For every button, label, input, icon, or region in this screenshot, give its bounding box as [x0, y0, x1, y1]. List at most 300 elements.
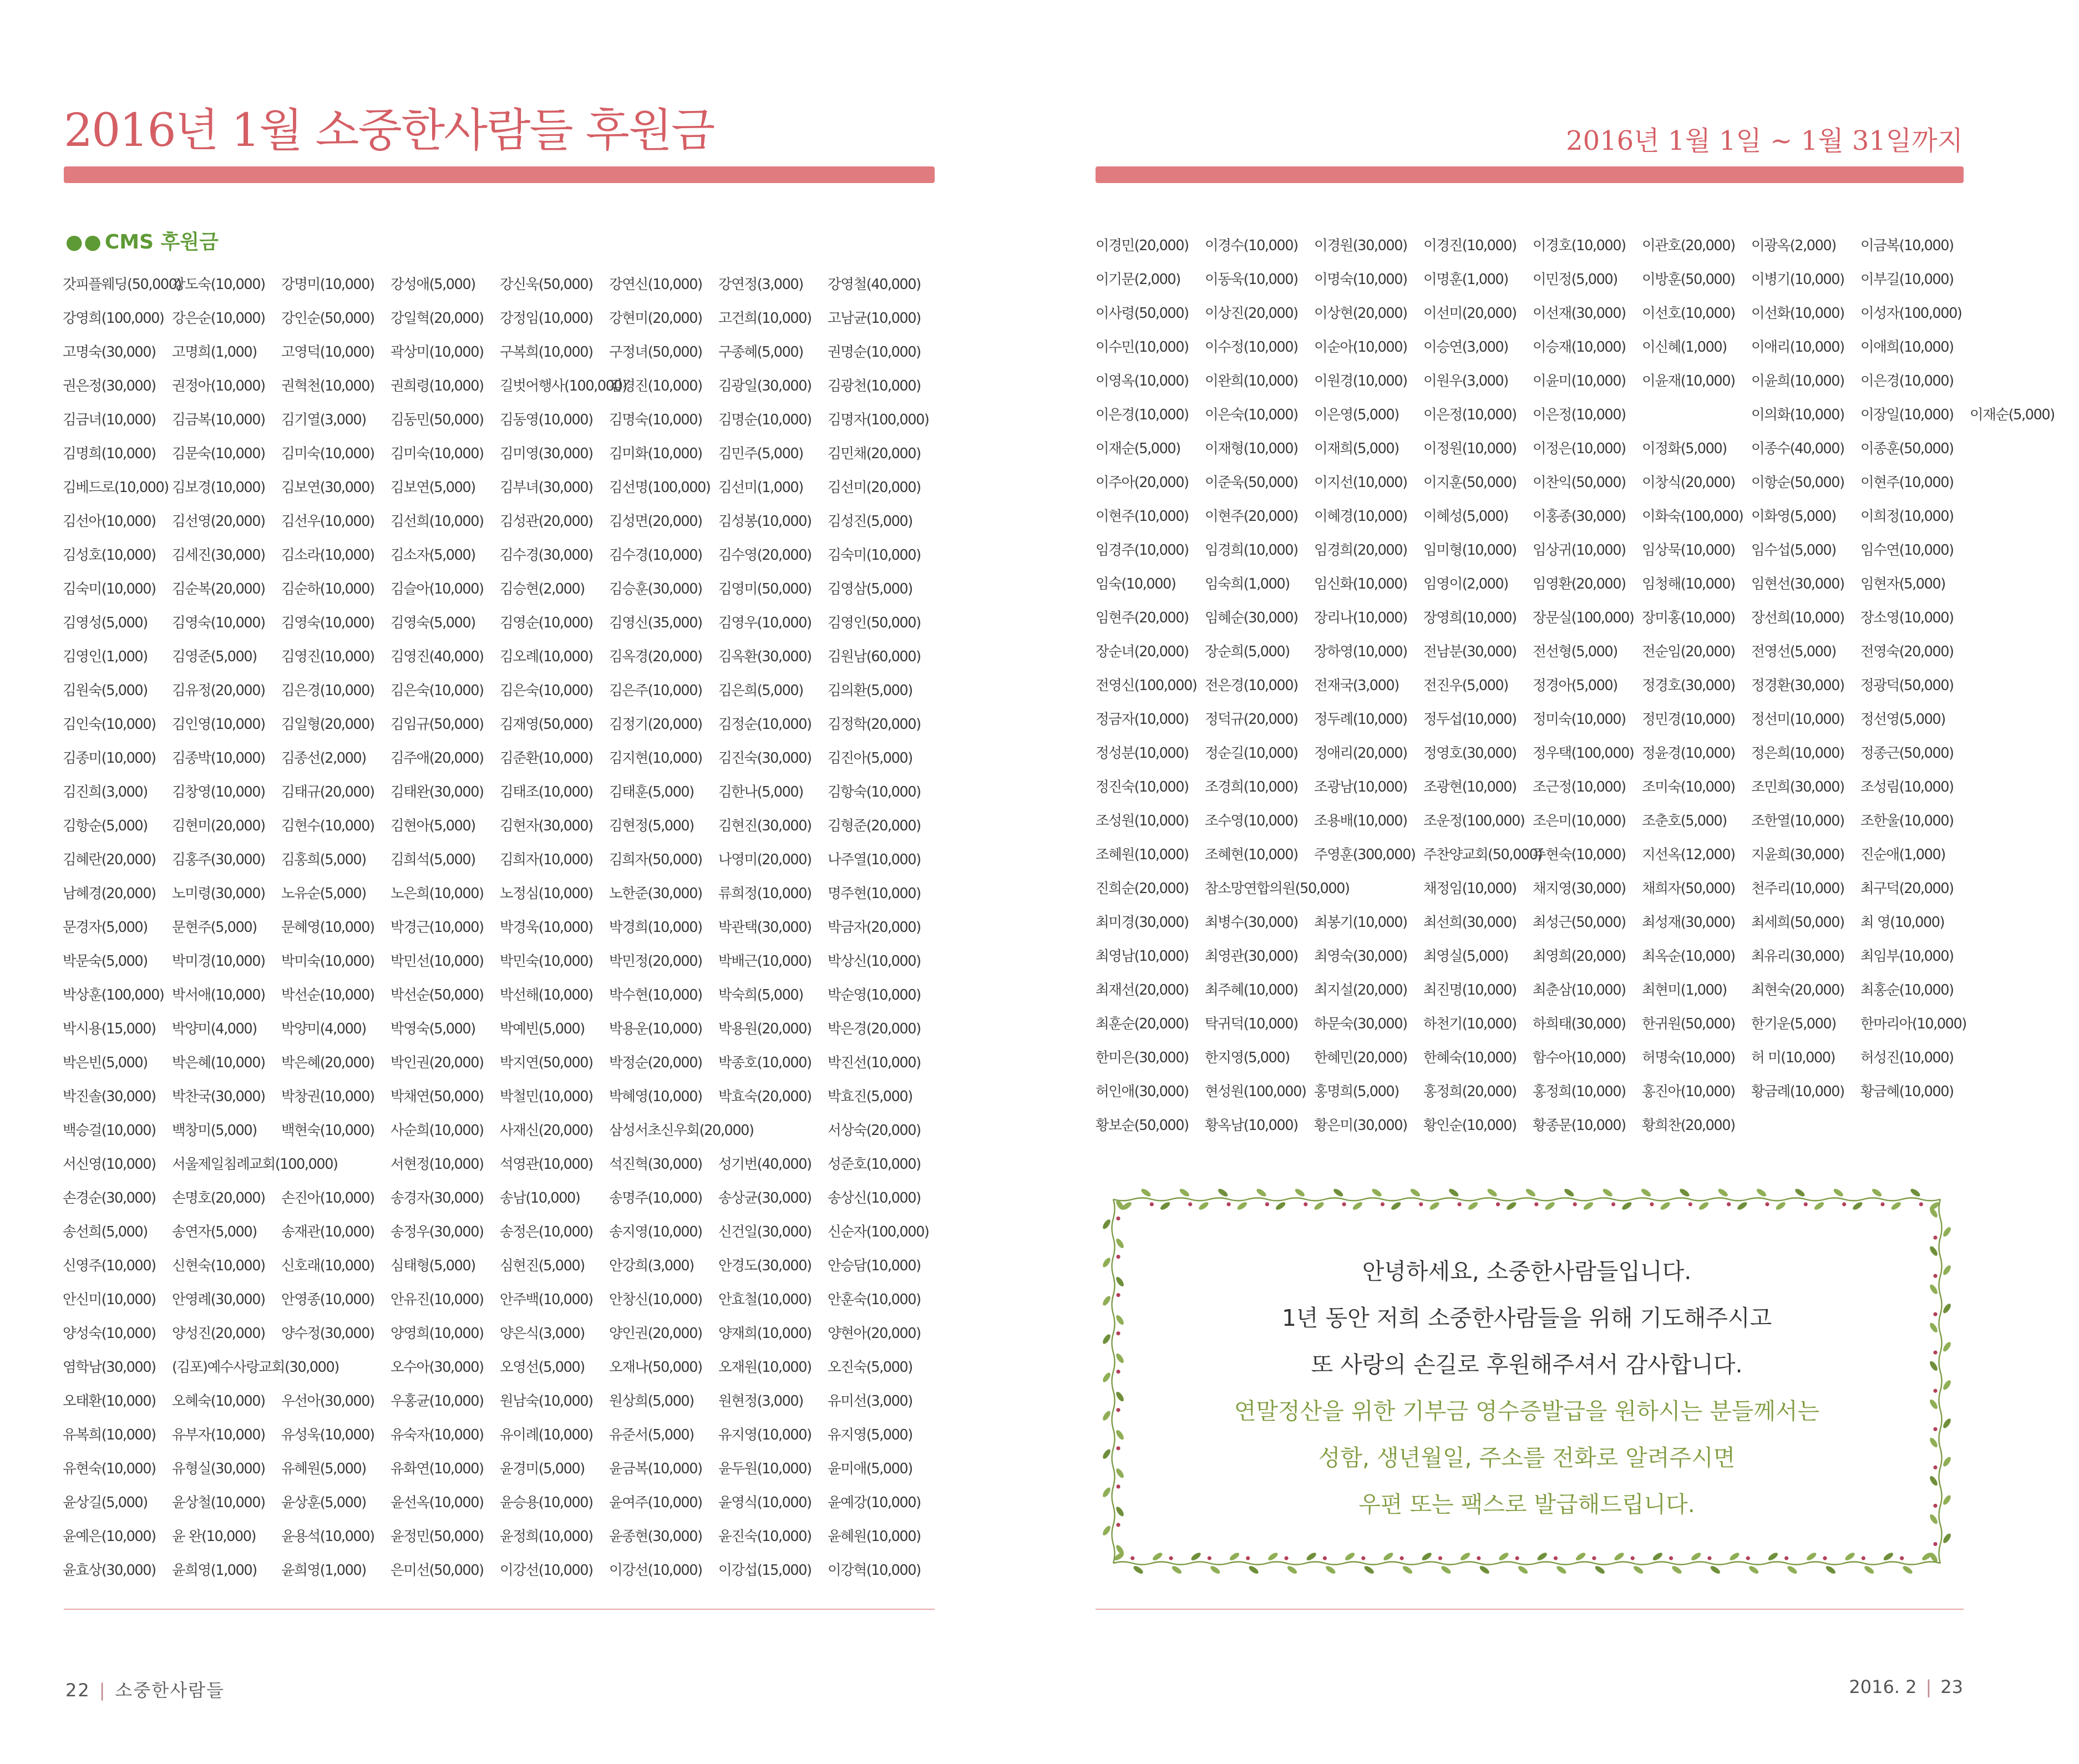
donor-entry: 최성근(50,000) — [1533, 914, 1626, 931]
leaf-icon — [1942, 1532, 1953, 1544]
donor-entry: 황금혜(10,000) — [1860, 1083, 1954, 1100]
donor-row — [63, 300, 939, 334]
leaf-icon — [1171, 1565, 1183, 1575]
donor-entry: 노은희(10,000) — [391, 885, 484, 902]
donor-row — [1096, 735, 1972, 769]
donor-entry: 김미영(30,000) — [500, 445, 593, 462]
donor-entry: 이의화(10,000) — [1751, 406, 1844, 423]
leaf-icon — [1286, 1565, 1299, 1575]
donor-entry: 손경순(30,000) — [63, 1189, 156, 1207]
donor-entry: 양성숙(10,000) — [63, 1325, 156, 1342]
donor-entry: 최구덕(20,000) — [1860, 880, 1954, 897]
donor-entry: 박효숙(20,000) — [718, 1088, 812, 1105]
donor-entry: 손명호(20,000) — [172, 1189, 265, 1207]
donor-entry: 박상신(10,000) — [828, 952, 921, 970]
donor-entry: 김원숙(5,000) — [63, 682, 148, 699]
donor-entry: 정덕규(20,000) — [1205, 711, 1298, 728]
donor-entry: 박순영(10,000) — [828, 986, 921, 1003]
berry-icon — [1650, 1202, 1654, 1206]
donor-entry: 박영숙(5,000) — [391, 1020, 475, 1037]
donor-entry: 조혜현(10,000) — [1205, 846, 1298, 863]
donor-entry: 김민채(20,000) — [828, 445, 921, 462]
donor-entry: 김현자(30,000) — [500, 817, 593, 834]
donor-entry: 한미은(30,000) — [1096, 1049, 1189, 1066]
donor-row — [1096, 837, 1972, 870]
donor-entry: 한혜숙(10,000) — [1423, 1049, 1517, 1066]
donor-entry: 이승재(10,000) — [1533, 338, 1626, 356]
donor-entry: 전남분(30,000) — [1423, 643, 1517, 660]
donor-entry: 김문숙(10,000) — [172, 445, 265, 462]
leaf-icon — [1890, 1201, 1902, 1212]
donor-entry: 문혜영(10,000) — [281, 919, 374, 936]
donor-entry: 노한준(30,000) — [609, 885, 702, 902]
donor-entry: 강현미(20,000) — [609, 310, 702, 327]
donor-row — [1096, 363, 1972, 397]
donor-entry: 한기운(5,000) — [1751, 1015, 1836, 1032]
donor-entry: 임영이(2,000) — [1423, 575, 1508, 592]
donor-entry: 강연신(10,000) — [609, 276, 702, 293]
donor-entry: 이명훈(1,000) — [1423, 271, 1508, 288]
donor-entry: 박혜영(10,000) — [609, 1088, 702, 1105]
donor-entry: 임숙희(1,000) — [1205, 575, 1290, 592]
donor-entry: 송명주(10,000) — [609, 1189, 702, 1207]
donor-entry: 강영희(100,000) — [63, 310, 164, 327]
donor-entry: 송상신(10,000) — [828, 1189, 921, 1207]
donor-entry: 박정순(20,000) — [609, 1054, 702, 1071]
donor-entry: 윤희영(1,000) — [172, 1562, 257, 1579]
donor-entry: 안승담(10,000) — [828, 1257, 921, 1274]
leaf-icon — [1229, 1552, 1241, 1562]
donor-entry: 박찬국(30,000) — [172, 1088, 265, 1105]
berry-icon — [1246, 1556, 1250, 1560]
donor-entry: 서신영(10,000) — [63, 1155, 156, 1173]
donor-entry: 임경희(10,000) — [1205, 541, 1298, 559]
donor-entry: 김광일(30,000) — [718, 377, 812, 394]
donor-entry: 양재희(10,000) — [718, 1325, 812, 1342]
donor-entry: 김명희(10,000) — [63, 445, 156, 462]
berry-icon — [1438, 1556, 1442, 1560]
donor-entry: 은미선(50,000) — [391, 1562, 484, 1579]
footer-right — [1849, 1676, 1963, 1697]
donor-entry: 박선해(10,000) — [500, 986, 593, 1003]
notice-line: 1년 동안 저희 소중한사람들을 위해 기도해주시고 — [1281, 1305, 1772, 1331]
donor-entry: 석진혁(30,000) — [609, 1155, 702, 1173]
donor-entry: 김금복(10,000) — [172, 411, 265, 428]
donor-entry: 윤상길(5,000) — [63, 1494, 148, 1511]
donor-entry: 장문실(100,000) — [1533, 609, 1634, 626]
donor-entry: 이강섭(15,000) — [718, 1562, 812, 1579]
donor-entry: 장순희(5,000) — [1205, 643, 1290, 660]
donor-row — [63, 368, 939, 402]
donor-entry: 정우택(100,000) — [1533, 744, 1634, 762]
donor-entry: 박인권(20,000) — [391, 1054, 484, 1071]
donor-entry: 최세희(50,000) — [1751, 914, 1844, 931]
donor-entry: 김태훈(5,000) — [609, 783, 694, 800]
donor-entry: 오진숙(5,000) — [828, 1359, 912, 1376]
leaf-icon — [1575, 1552, 1587, 1562]
berry-icon — [1880, 1202, 1884, 1206]
donor-entry: 김선미(20,000) — [828, 479, 921, 496]
donor-entry: 김항순(5,000) — [63, 817, 148, 834]
donor-entry: 이종수(40,000) — [1751, 440, 1844, 457]
berry-icon — [1116, 1216, 1120, 1220]
donor-entry: 전영신(100,000) — [1096, 677, 1197, 694]
donor-entry: 윤경미(5,000) — [500, 1460, 585, 1477]
donor-entry: 전진우(5,000) — [1423, 677, 1508, 694]
notice-box — [1101, 1187, 1953, 1575]
leaf-icon — [1563, 1188, 1575, 1198]
donor-row — [63, 1248, 939, 1281]
donor-row — [63, 1011, 939, 1045]
donor-entry: 허인애(30,000) — [1096, 1083, 1189, 1100]
donor-entry: 심태형(5,000) — [391, 1257, 475, 1274]
donor-entry: 한귀원(50,000) — [1642, 1015, 1735, 1032]
bullet-icon: ●● — [65, 231, 103, 254]
leaf-icon — [1382, 1552, 1395, 1562]
donor-entry: 이성자(100,000) — [1860, 305, 1962, 322]
leaf-icon — [1594, 1565, 1606, 1575]
donor-entry: 유이례(10,000) — [500, 1426, 593, 1443]
donor-entry: 신호래(10,000) — [281, 1257, 374, 1274]
donor-entry: 김종선(2,000) — [281, 749, 366, 767]
donor-entry: 김주애(20,000) — [391, 749, 484, 767]
donor-entry: 김은희(5,000) — [718, 682, 803, 699]
donor-entry: 이화숙(100,000) — [1642, 508, 1743, 525]
donor-entry: 강신욱(50,000) — [500, 276, 593, 293]
donor-row — [1096, 870, 1972, 904]
donor-entry: 유숙자(10,000) — [391, 1426, 484, 1443]
leaf-icon — [1294, 1188, 1306, 1198]
donor-entry: 윤미애(5,000) — [828, 1460, 912, 1477]
donor-entry: 김종미(10,000) — [63, 749, 156, 767]
donor-row — [63, 435, 939, 469]
donor-entry: 유현숙(10,000) — [63, 1460, 156, 1477]
donor-entry: 정두섭(10,000) — [1423, 711, 1517, 728]
leaf-icon — [1852, 1201, 1864, 1212]
donor-entry: 권혁천(10,000) — [281, 377, 374, 394]
donor-entry: 윤정희(10,000) — [500, 1528, 593, 1545]
leaf-icon — [1909, 1188, 1921, 1198]
donor-entry: 김은주(10,000) — [609, 682, 702, 699]
bottom-rule-right — [1096, 1609, 1964, 1610]
donor-entry: 김슬아(10,000) — [391, 580, 484, 597]
issue-date: 2016. 2 — [1849, 1676, 1917, 1697]
donor-entry: 송상균(30,000) — [718, 1189, 812, 1207]
donor-entry: 이경민(20,000) — [1096, 237, 1189, 254]
donor-row — [63, 842, 939, 875]
leaf-icon — [1883, 1552, 1895, 1562]
leaf-icon — [1198, 1201, 1210, 1212]
donor-entry: 김영인(1,000) — [63, 648, 148, 665]
donor-entry: 정순길(10,000) — [1205, 744, 1298, 762]
leaf-icon — [1209, 1565, 1221, 1575]
donor-entry: 신순자(100,000) — [828, 1223, 929, 1240]
donor-entry: 강일혁(20,000) — [391, 310, 484, 327]
donor-entry: 이윤희(10,000) — [1751, 372, 1844, 389]
donor-entry: 김인숙(10,000) — [63, 716, 156, 733]
leaf-icon — [1717, 1188, 1729, 1198]
donor-row — [63, 266, 939, 300]
donor-entry: 김현아(5,000) — [391, 817, 475, 834]
donor-entry: 김순복(20,000) — [172, 580, 265, 597]
donor-entry: 김영신(35,000) — [609, 614, 702, 631]
donor-entry: 유화연(10,000) — [391, 1460, 484, 1477]
donor-entry: 이선미(20,000) — [1423, 305, 1517, 322]
leaf-icon — [1679, 1188, 1691, 1198]
donor-entry: 이홍종(30,000) — [1533, 508, 1626, 525]
donor-entry: 윤혜원(10,000) — [828, 1528, 921, 1545]
donor-entry: 정민경(10,000) — [1642, 711, 1735, 728]
donor-entry: 오재나(50,000) — [609, 1359, 702, 1376]
leaf-icon — [1486, 1188, 1498, 1198]
donor-entry: 명주현(10,000) — [828, 885, 921, 902]
berry-icon — [1188, 1202, 1192, 1206]
donor-entry: 이재희(5,000) — [1314, 440, 1399, 457]
section-label-text: CMS 후원금 — [104, 231, 219, 254]
donor-entry: 권명순(10,000) — [828, 343, 921, 361]
donor-row — [63, 571, 939, 605]
donor-entry: 이재순(5,000) — [1970, 406, 2055, 423]
leaf-icon — [1159, 1201, 1172, 1212]
donor-entry: 윤금복(10,000) — [609, 1460, 702, 1477]
donor-entry: 김동영(10,000) — [500, 411, 593, 428]
leaf-icon — [1728, 1552, 1741, 1562]
donor-entry: 김한나(5,000) — [718, 783, 803, 800]
leaf-icon — [1832, 1188, 1844, 1198]
leaf-icon — [1459, 1552, 1472, 1562]
donor-entry: 김영숙(10,000) — [172, 614, 265, 631]
donor-row — [63, 909, 939, 943]
donor-entry: 강영철(40,000) — [828, 276, 921, 293]
magazine-name: 소중한사람들 — [115, 1680, 225, 1701]
notice-line: 또 사랑의 손길로 후원해주셔서 감사합니다. — [1311, 1351, 1743, 1378]
leaf-icon — [1325, 1565, 1337, 1575]
berry-icon — [1765, 1202, 1769, 1206]
donor-entry: 염학남(30,000) — [63, 1359, 156, 1376]
donor-entry: 원상희(5,000) — [609, 1392, 694, 1410]
donor-entry: 윤승용(10,000) — [500, 1494, 593, 1511]
donor-entry: 김베드로(10,000) — [63, 479, 169, 496]
donor-entry: 박상훈(100,000) — [63, 986, 164, 1003]
leaf-icon — [1517, 1565, 1529, 1575]
donor-entry: 하천기(10,000) — [1423, 1015, 1517, 1032]
donor-entry: 김순하(10,000) — [281, 580, 374, 597]
donor-entry: 유지영(10,000) — [718, 1426, 812, 1443]
donor-row — [63, 1552, 939, 1586]
donor-entry: 문경자(5,000) — [63, 919, 148, 936]
donor-entry: 박금자(20,000) — [828, 919, 921, 936]
donor-entry: 이윤재(10,000) — [1642, 372, 1735, 389]
donor-entry: 정경호(30,000) — [1642, 677, 1735, 694]
donor-entry: 송경자(30,000) — [391, 1189, 484, 1207]
donor-entry: 조춘호(5,000) — [1642, 812, 1727, 829]
donor-entry: 최임부(10,000) — [1860, 947, 1954, 965]
donor-entry: 김지현(10,000) — [609, 749, 702, 767]
donor-entry: 조한열(10,000) — [1751, 812, 1844, 829]
donor-entry: 김인영(10,000) — [172, 716, 265, 733]
leaf-icon — [1190, 1552, 1202, 1562]
donor-entry: 박숙희(5,000) — [718, 986, 803, 1003]
donor-entry: 한마리아(10,000) — [1860, 1015, 1966, 1032]
donor-entry: 이광옥(2,000) — [1751, 237, 1836, 254]
berry-icon — [1573, 1202, 1577, 1206]
donor-entry: 윤종현(30,000) — [609, 1528, 702, 1545]
donor-entry: 홍정희(10,000) — [1533, 1083, 1626, 1100]
donor-entry: 구정녀(50,000) — [609, 343, 702, 361]
donor-entry: 김성진(5,000) — [828, 513, 912, 530]
donor-entry: 박창권(10,000) — [281, 1088, 374, 1105]
donor-entry: 이은정(10,000) — [1533, 406, 1626, 423]
donor-entry: 안주백(10,000) — [500, 1291, 593, 1308]
donor-row — [1096, 1107, 1972, 1141]
donor-row — [63, 469, 939, 503]
leaf-icon — [1767, 1552, 1779, 1562]
donor-entry: 김영숙(10,000) — [281, 614, 374, 631]
section-label — [65, 226, 219, 255]
donor-entry: 허명숙(10,000) — [1642, 1049, 1735, 1066]
donor-entry: 김영숙(5,000) — [391, 614, 475, 631]
donor-row — [63, 1078, 939, 1112]
donor-entry: 심현진(5,000) — [500, 1257, 585, 1274]
donor-row — [63, 672, 939, 706]
notice-text — [1101, 1248, 1953, 1528]
leaf-icon — [1536, 1552, 1548, 1562]
donor-entry: 김영우(10,000) — [718, 614, 812, 631]
donor-entry: 박수현(10,000) — [609, 986, 702, 1003]
donor-row — [63, 638, 939, 672]
donor-entry: 정성분(10,000) — [1096, 744, 1189, 762]
berry-icon — [1804, 1202, 1808, 1206]
donor-entry: 송남(10,000) — [500, 1189, 580, 1207]
donor-entry: 김의환(5,000) — [828, 682, 912, 699]
donor-entry: 김옥환(30,000) — [718, 648, 812, 665]
donor-entry: 박진솔(30,000) — [63, 1088, 156, 1105]
donor-entry: 양수정(30,000) — [281, 1325, 374, 1342]
donor-entry: 김선아(10,000) — [63, 513, 156, 530]
donor-entry: 송정우(30,000) — [391, 1223, 484, 1240]
donor-entry: 박경근(10,000) — [391, 919, 484, 936]
donor-entry: 이강혁(10,000) — [828, 1562, 921, 1579]
donor-entry: 이은숙(10,000) — [1205, 406, 1298, 423]
donor-entry: 김임규(50,000) — [391, 716, 484, 733]
donor-entry: 송지영(10,000) — [609, 1223, 702, 1240]
donor-entry: 김소라(10,000) — [281, 546, 374, 564]
donor-entry: 안신미(10,000) — [63, 1291, 156, 1308]
donor-entry: 박은빈(5,000) — [63, 1054, 148, 1071]
donor-entry: 성기번(40,000) — [718, 1155, 812, 1173]
donor-entry: 김홍주(30,000) — [172, 851, 265, 868]
donor-entry: 정광덕(50,000) — [1860, 677, 1954, 694]
donor-entry: 이은경(10,000) — [1860, 372, 1954, 389]
donor-entry: 이병기(10,000) — [1751, 271, 1844, 288]
donor-entry: 김원남(60,000) — [828, 648, 921, 665]
donor-entry: 유혜원(5,000) — [281, 1460, 366, 1477]
donor-entry: 김진희(3,000) — [63, 783, 148, 800]
donor-entry: 최옥순(10,000) — [1642, 947, 1735, 965]
donor-row — [1096, 430, 1972, 464]
donor-entry: 이화영(5,000) — [1751, 508, 1836, 525]
donor-entry: 사순희(10,000) — [391, 1122, 484, 1139]
donor-entry: 이원경(10,000) — [1314, 372, 1407, 389]
donor-entry: 박경욱(10,000) — [500, 919, 593, 936]
donor-entry: 권희령(10,000) — [391, 377, 484, 394]
donor-entry: 박서애(10,000) — [172, 986, 265, 1003]
donor-entry: 윤상훈(5,000) — [281, 1494, 366, 1511]
leaf-icon — [1525, 1188, 1537, 1198]
donor-entry: 고영덕(10,000) — [281, 343, 374, 361]
donor-row — [63, 875, 939, 909]
donor-entry: 임영환(20,000) — [1533, 575, 1626, 592]
donor-entry: 이금복(10,000) — [1860, 237, 1954, 254]
donor-entry: 참소망연합의원(50,000) — [1205, 880, 1350, 897]
donor-entry: 최영남(10,000) — [1096, 947, 1189, 965]
donor-entry: 조근정(10,000) — [1533, 778, 1626, 795]
donor-entry: 임혜순(30,000) — [1205, 609, 1298, 626]
donor-entry: 장선희(10,000) — [1751, 609, 1844, 626]
donor-entry: 김혜란(20,000) — [63, 851, 156, 868]
donor-entry: 임수연(10,000) — [1860, 541, 1954, 559]
donor-entry: 노미령(30,000) — [172, 885, 265, 902]
donor-row — [63, 402, 939, 435]
leaf-icon — [1421, 1552, 1433, 1562]
berry-icon — [1304, 1202, 1307, 1206]
donor-entry: 양은식(3,000) — [500, 1325, 585, 1342]
donor-entry: 안훈숙(10,000) — [828, 1291, 921, 1308]
donor-entry: 김영순(10,000) — [500, 614, 593, 631]
donor-entry: 안경도(30,000) — [718, 1257, 812, 1274]
donor-entry: 나영미(20,000) — [718, 851, 812, 868]
donor-entry: 조운정(100,000) — [1423, 812, 1525, 829]
donor-row — [1096, 295, 1972, 329]
donor-entry: 손진아(10,000) — [281, 1189, 374, 1207]
leaf-icon — [1498, 1552, 1510, 1562]
donor-entry: 장리나(10,000) — [1314, 609, 1407, 626]
donor-row — [63, 977, 939, 1011]
donor-entry: 장영희(10,000) — [1423, 609, 1517, 626]
donor-entry: 정선미(10,000) — [1751, 711, 1844, 728]
donor-entry: 김동민(50,000) — [391, 411, 484, 428]
donor-entry: 박시용(15,000) — [63, 1020, 156, 1037]
donor-entry: 양성진(20,000) — [172, 1325, 265, 1342]
leaf-icon — [1390, 1201, 1402, 1212]
donor-entry: 최 영(10,000) — [1860, 914, 1945, 931]
donor-entry: 박민선(10,000) — [391, 952, 484, 970]
donor-entry: 정금자(10,000) — [1096, 711, 1189, 728]
donor-entry: 윤예강(10,000) — [828, 1494, 921, 1511]
donor-entry: 원남숙(10,000) — [500, 1392, 593, 1410]
donor-entry: 이강선(10,000) — [609, 1562, 702, 1579]
donor-entry: 김보연(5,000) — [391, 479, 475, 496]
donor-entry: 채희자(50,000) — [1642, 880, 1735, 897]
donor-entry: 이혜성(5,000) — [1423, 508, 1508, 525]
donor-entry: 조광현(10,000) — [1423, 778, 1517, 795]
donor-entry: 김형준(20,000) — [828, 817, 921, 834]
donor-entry: 안효철(10,000) — [718, 1291, 812, 1308]
donor-row — [63, 1146, 939, 1180]
leaf-icon — [1813, 1201, 1826, 1212]
donor-entry: 함수아(10,000) — [1533, 1049, 1626, 1066]
donor-row — [1096, 329, 1972, 363]
donor-entry: 길벗어행사(100,000) — [500, 377, 627, 394]
donor-entry: 김태완(30,000) — [391, 783, 484, 800]
donor-row — [1096, 667, 1972, 701]
leaf-icon — [1825, 1565, 1837, 1575]
donor-entry: 하문숙(30,000) — [1314, 1015, 1407, 1032]
donor-entry: 전영선(5,000) — [1751, 643, 1836, 660]
donor-entry: 최홍순(10,000) — [1860, 981, 1954, 998]
notice-line: 안녕하세요, 소중한사람들입니다. — [1362, 1258, 1692, 1285]
berry-icon — [1477, 1556, 1480, 1560]
